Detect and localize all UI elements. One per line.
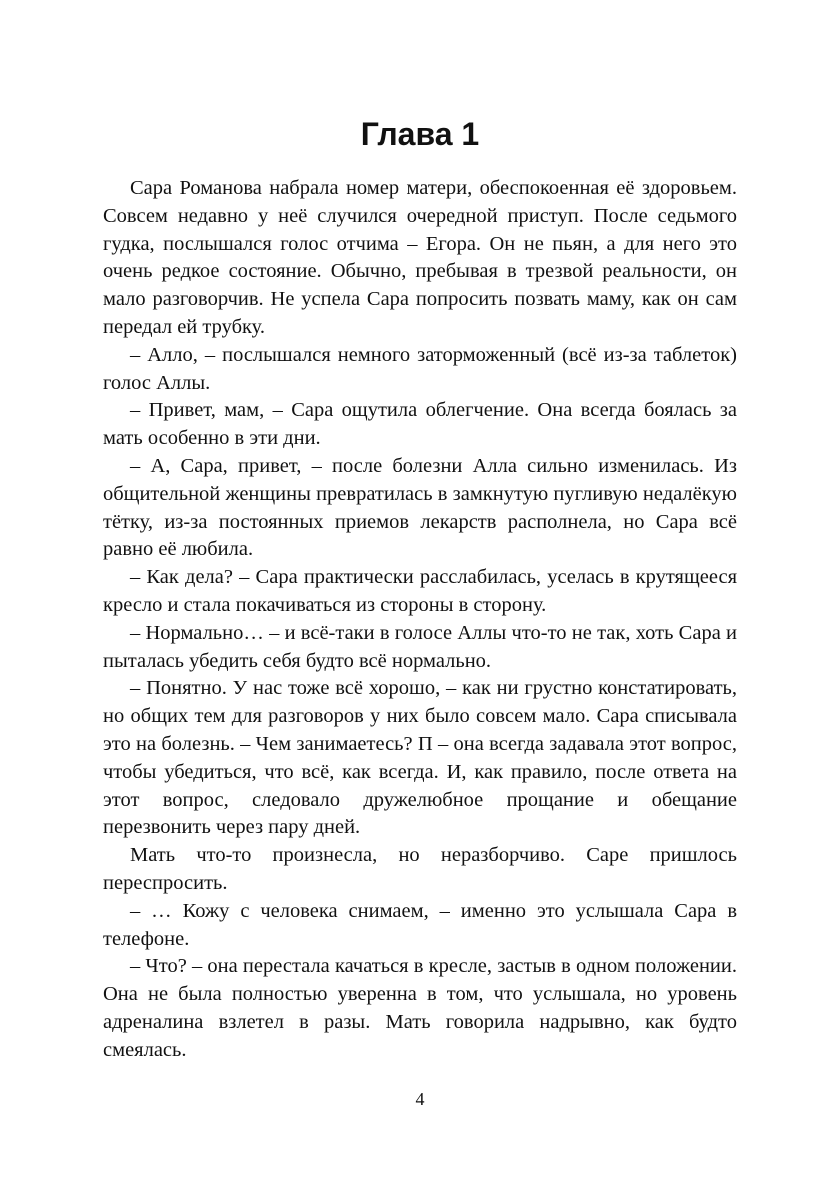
paragraph-3: – Привет, мам, – Сара ощутила облегчение. Она всегда боялась за мать особенно в эти дни. — [103, 399, 737, 450]
page-number: 4 — [415, 1089, 425, 1109]
paragraph-8: Мать что-то произнесла, но неразборчиво. Саре пришлось переспросить. — [103, 844, 737, 894]
chapter-title: Глава 1 — [360, 116, 480, 152]
paragraph-4: – А, Сара, привет, – после болезни Алла сильно изменилась. Из общительной женщины превратилась в замкнутую пугливую недалёкую тётку, из-за постоянных приемов лекарств располнела, но Сара всё равно её любила. — [103, 454, 737, 561]
chapter-text — [103, 175, 737, 1065]
paragraph-10: – Что? – она перестала качаться в кресле, застыв в одном положении. Она не была полностью увереннa в том, что услышала, но уровень адреналина взлетел в разы. Мать говорила надрывно, как будто смеялась. — [103, 955, 737, 1061]
paragraph-9: – … Кожу с человека снимаем, – именно это услышала Сара в телефоне. — [103, 899, 737, 950]
paragraph-5: – Как дела? – Сара практически расслабилась, уселась в крутящееся кресло и стала покачиваться из стороны в сторону. — [103, 566, 737, 616]
paragraph-6: – Нормально… – и всё-таки в голосе Аллы что-то не так, хоть Сара и пыталась убедить себя будто всё нормально. — [103, 621, 737, 672]
paragraph-2: – Алло, – послышался немного заторможенный (всё из-за таблеток) голос Аллы. — [103, 343, 737, 394]
paragraph-7: – Понятно. У нас тоже всё хорошо, – как ни грустно констатировать, но общих тем для разговоров у них было совсем мало. Сара списывала это на болезнь. – Чем занимаетесь? П – она всегда задавала этот вопрос, чтобы убедиться, что всё, как всегда. И, как правило, после ответа на этот вопрос, следовало дружелюбное прощание и обещание перезвонить через пару дней. — [103, 677, 737, 839]
paragraph-1: Сара Романова набрала номер матери, обеспокоенная её здоровьем. Совсем недавно у неё случился очередной приступ. После седьмого гудка, послышался голос отчима – Егора. Он не пьян, а для него это очень редкое состояние. Обычно, пребывая в трезвой реальности, он мало разговорчив. Не успела Сара попросить позвать маму, как он сам передал ей трубку. — [103, 177, 737, 338]
